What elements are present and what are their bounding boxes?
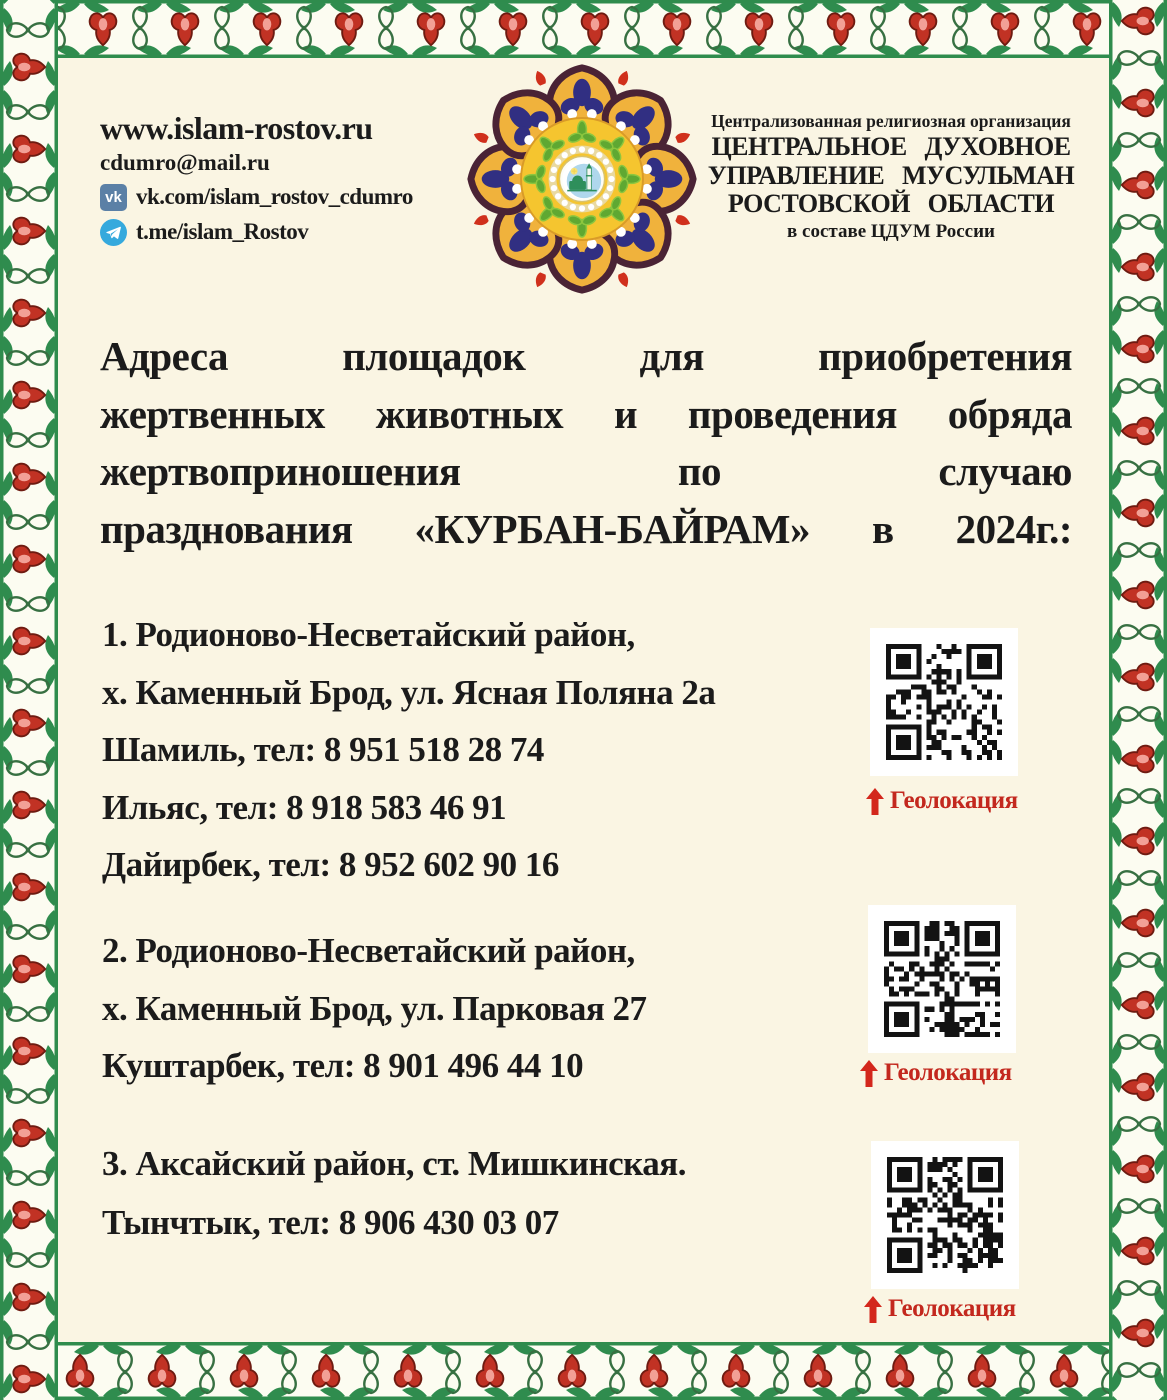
email-link[interactable]: cdumro@mail.ru bbox=[100, 150, 270, 175]
telegram-row bbox=[100, 218, 413, 246]
org-type-line: Централизованная религиозная организация bbox=[711, 111, 1071, 131]
logo-mosque-emblem bbox=[559, 156, 604, 201]
geolocation-label-text: Геолокация bbox=[884, 1059, 1012, 1086]
qr-code-geolocation-1[interactable] bbox=[886, 644, 1002, 760]
geolocation-label-1 bbox=[866, 787, 1018, 815]
website-link[interactable]: www.islam-rostov.ru bbox=[100, 110, 373, 146]
vk-link[interactable]: vk.com/islam_rostov_cdumro bbox=[136, 184, 413, 209]
geolocation-label-3 bbox=[864, 1295, 1016, 1323]
section1-phone-1: Шамиль, тел: 8 951 518 28 74 bbox=[102, 730, 544, 770]
org-name-line-1: ЦЕНТРАЛЬНОЕ ДУХОВНОЕ bbox=[711, 132, 1071, 161]
section3-phone-1: Тынчтык, тел: 8 906 430 03 07 bbox=[102, 1203, 559, 1242]
qr-card-2 bbox=[868, 905, 1016, 1053]
qr-code-geolocation-2[interactable] bbox=[884, 921, 1000, 1037]
location-section-3 bbox=[102, 1134, 822, 1252]
organization-logo bbox=[464, 60, 700, 298]
up-arrow-icon bbox=[860, 1060, 878, 1087]
section2-address: х. Каменный Брод, ул. Парковая 27 bbox=[102, 988, 647, 1028]
header-contacts bbox=[100, 110, 413, 246]
title-line-4: празднования «КУРБАН-БАЙРАМ» в 2024г.: bbox=[100, 505, 1072, 552]
up-arrow-icon bbox=[864, 1296, 882, 1323]
section2-phone-1: Куштарбек, тел: 8 901 496 44 10 bbox=[102, 1046, 584, 1086]
up-arrow-icon bbox=[866, 788, 884, 815]
poster-title bbox=[100, 328, 1072, 558]
organization-name bbox=[694, 110, 1088, 245]
section1-phone-3: Дайирбек, тел: 8 952 602 90 16 bbox=[102, 845, 559, 885]
geolocation-label-text: Геолокация bbox=[888, 1295, 1016, 1322]
geolocation-label-text: Геолокация bbox=[890, 787, 1018, 814]
vk-icon: vk bbox=[100, 184, 127, 211]
org-name-line-3: РОСТОВСКОЙ ОБЛАСТИ bbox=[727, 189, 1055, 218]
section3-district: 3. Аксайский район, ст. Мишкинская. bbox=[102, 1144, 686, 1183]
org-affiliation-line: в составе ЦДУМ России bbox=[787, 220, 995, 242]
qr-card-3 bbox=[871, 1141, 1019, 1289]
location-section-1 bbox=[102, 606, 822, 894]
org-name-line-2: УПРАВЛЕНИЕ МУСУЛЬМАН bbox=[707, 160, 1075, 190]
qr-code-geolocation-3[interactable] bbox=[887, 1157, 1003, 1273]
section1-address: х. Каменный Брод, ул. Ясная Поляна 2а bbox=[102, 672, 716, 712]
qr-card-1 bbox=[870, 628, 1018, 776]
title-line-1: Адреса площадок для приобретения bbox=[100, 333, 1072, 379]
location-section-2 bbox=[102, 922, 822, 1095]
section1-phone-2: Ильяс, тел: 8 918 583 46 91 bbox=[102, 787, 507, 827]
vk-row bbox=[100, 183, 413, 211]
geolocation-label-2 bbox=[860, 1059, 1012, 1087]
section1-district: 1. Родионово-Несветайский район, bbox=[102, 615, 635, 654]
telegram-icon bbox=[100, 219, 127, 246]
title-line-3: жертвоприношения по случаю bbox=[100, 448, 1072, 494]
title-line-2: жертвенных животных и проведения обряда bbox=[100, 390, 1072, 437]
section2-district: 2. Родионово-Несветайский район, bbox=[102, 931, 635, 970]
telegram-link[interactable]: t.me/islam_Rostov bbox=[136, 219, 309, 244]
